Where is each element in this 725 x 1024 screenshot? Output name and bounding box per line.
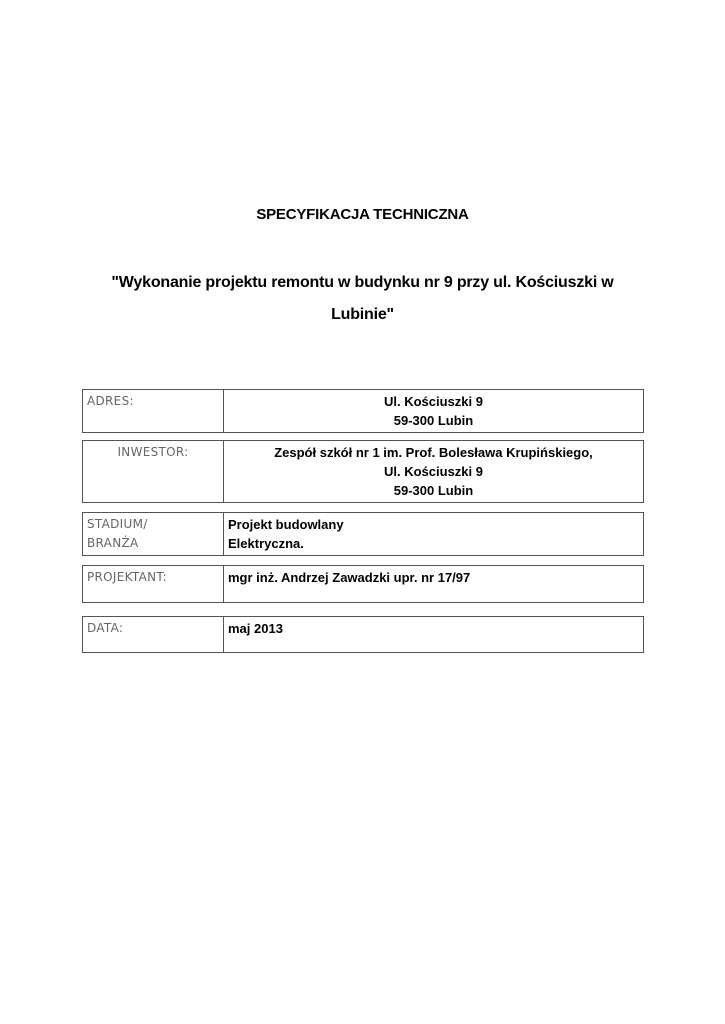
investor-name: Zespół szkół nr 1 im. Prof. Bolesława Krupińskiego,	[274, 445, 593, 460]
address-row	[83, 390, 644, 433]
document-title: SPECYFIKACJA TECHNICZNA	[256, 206, 469, 223]
stage-table	[82, 512, 644, 556]
date-row	[83, 617, 644, 653]
investor-label: INWESTOR:	[83, 441, 224, 503]
date-label: DATA:	[83, 617, 224, 653]
subtitle-line-1: "Wykonanie projektu remontu w budynku nr 9 przy ul. Kościuszki w	[111, 274, 614, 291]
address-street: Ul. Kościuszki 9	[384, 394, 483, 409]
stage-branch: Elektryczna.	[228, 536, 304, 551]
subtitle-line-2: Lubinie"	[331, 306, 394, 323]
designer-value: mgr inż. Andrzej Zawadzki upr. nr 17/97	[224, 566, 644, 603]
investor-value	[224, 441, 644, 503]
stage-label-line-1: STADIUM/	[87, 517, 148, 531]
designer-label: PROJEKTANT:	[83, 566, 224, 603]
address-value	[224, 390, 644, 433]
address-label: ADRES:	[83, 390, 224, 433]
investor-postal: 59-300 Lubin	[393, 483, 474, 498]
stage-type: Projekt budowlany	[228, 517, 344, 532]
stage-label	[83, 513, 224, 556]
stage-value	[224, 513, 644, 556]
address-postal: 59-300 Lubin	[393, 413, 474, 428]
stage-label-line-2: BRANŻA	[87, 536, 139, 550]
investor-table	[82, 440, 644, 503]
stage-row	[83, 513, 644, 556]
investor-street: Ul. Kościuszki 9	[384, 464, 483, 479]
date-table	[82, 616, 644, 653]
investor-row	[83, 441, 644, 503]
address-table	[82, 389, 644, 433]
date-value: maj 2013	[224, 617, 644, 653]
designer-table	[82, 565, 644, 603]
designer-row	[83, 566, 644, 603]
document-subtitle	[80, 267, 645, 331]
